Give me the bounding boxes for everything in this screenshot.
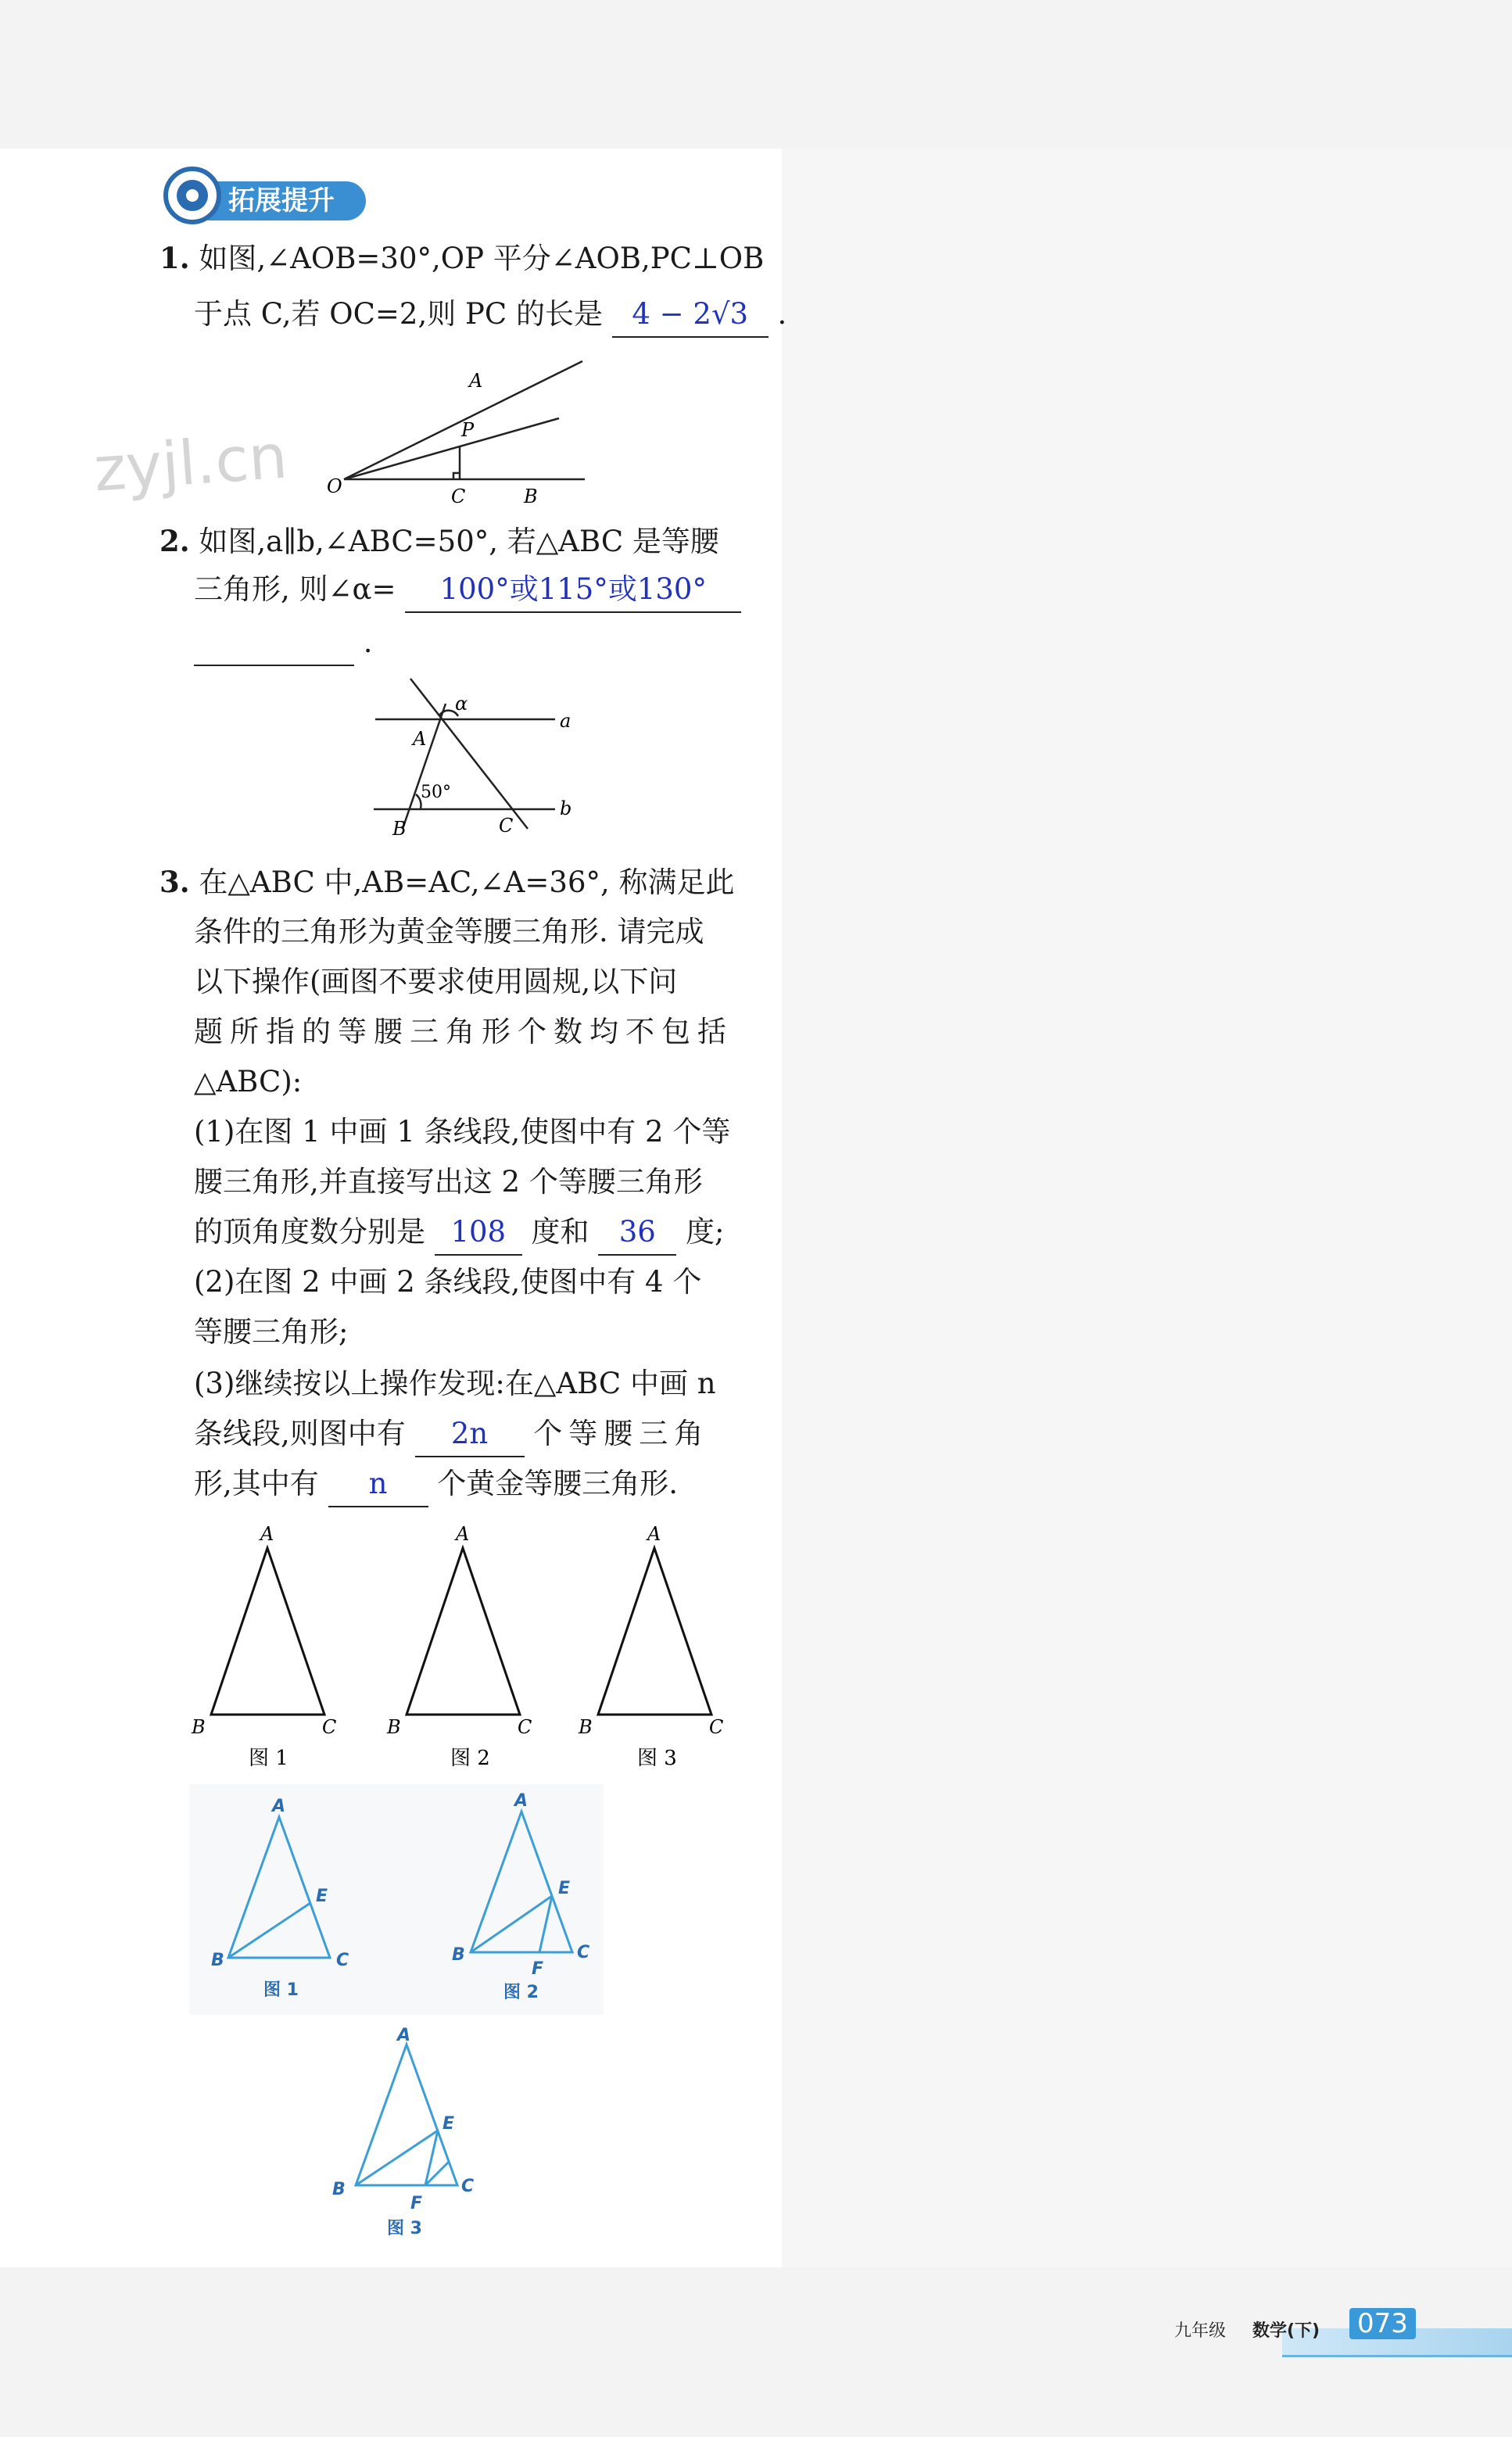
q2-answer: 100°或115°或130° bbox=[405, 568, 741, 613]
q2-label-a: a bbox=[560, 710, 571, 732]
q3-number: 3. bbox=[159, 865, 190, 899]
q3-part3-post2: 个黄金等腰三角形. bbox=[437, 1467, 679, 1500]
ans3-label-A: A bbox=[397, 2026, 411, 2045]
right-gray-panel bbox=[782, 149, 1512, 2275]
ans2-label-F: F bbox=[532, 1959, 544, 1979]
q2-text2: 三角形, 则∠α= bbox=[194, 572, 396, 606]
fig1-label-C: C bbox=[322, 1716, 337, 1738]
q1-figure bbox=[313, 352, 610, 516]
fig2-label-A: A bbox=[456, 1523, 470, 1545]
q3-part1-answer-line bbox=[194, 1207, 725, 1257]
q3-part1-text: 的顶角度数分别是 bbox=[194, 1215, 425, 1249]
ans1-caption: 图 1 bbox=[263, 1980, 299, 2000]
q1-line2 bbox=[194, 289, 786, 339]
q3-part1-mid: 度和 bbox=[531, 1215, 589, 1249]
q3-part3-line3 bbox=[194, 1459, 678, 1509]
q3-line1 bbox=[159, 857, 735, 908]
top-gray-band bbox=[0, 0, 1512, 149]
q3-answer-figure-3 bbox=[313, 2021, 516, 2248]
fig1-label-A: A bbox=[260, 1523, 274, 1545]
q1-label-O: O bbox=[327, 475, 342, 497]
q2-label-C: C bbox=[499, 815, 514, 837]
q1-label-P: P bbox=[461, 419, 475, 441]
ans2-label-E: E bbox=[558, 1879, 571, 1898]
fig3-label-B: B bbox=[579, 1716, 593, 1738]
q3-part1-post: 度; bbox=[686, 1215, 725, 1249]
q2-line2 bbox=[194, 564, 741, 615]
q3-figures bbox=[180, 1513, 758, 1779]
q2-text: 如图,a∥b,∠ABC=50°, 若△ABC 是等腰 bbox=[199, 525, 719, 558]
q3-line5: △ABC): bbox=[194, 1065, 303, 1098]
q3-line3: 以下操作(画图不要求使用圆规,以下问 bbox=[194, 965, 678, 998]
q3-answer-36: 36 bbox=[598, 1210, 676, 1256]
footer bbox=[1165, 2306, 1512, 2369]
fig3-caption: 图 3 bbox=[637, 1747, 677, 1770]
fig2-caption: 图 2 bbox=[450, 1747, 490, 1770]
q3-answer-108: 108 bbox=[435, 1210, 522, 1256]
q2-label-A: A bbox=[413, 728, 427, 750]
q3-part3-text2: 形,其中有 bbox=[194, 1467, 319, 1500]
q1-answer: 4 − 2√3 bbox=[612, 292, 769, 338]
q1-line1 bbox=[159, 233, 764, 284]
q3-answer-2n: 2n bbox=[415, 1412, 525, 1457]
q1-label-B: B bbox=[524, 486, 538, 507]
q1-period: . bbox=[777, 297, 787, 331]
q2-line3 bbox=[194, 618, 373, 668]
fig3-label-C: C bbox=[709, 1716, 724, 1738]
q3-part3-text: 条线段,则图中有 bbox=[194, 1417, 406, 1450]
ans1-label-A: A bbox=[272, 1797, 286, 1816]
q1-label-C: C bbox=[451, 486, 466, 507]
ans3-label-B: B bbox=[332, 2180, 346, 2199]
q2-figure bbox=[367, 672, 602, 852]
q2-line1 bbox=[159, 516, 719, 567]
q3-line2: 条件的三角形为黄金等腰三角形. 请完成 bbox=[194, 915, 704, 948]
q2-label-alpha: α bbox=[455, 693, 468, 715]
fig2-label-B: B bbox=[387, 1716, 401, 1738]
footer-subject: 数学(下) bbox=[1252, 2321, 1320, 2341]
ans3-label-E: E bbox=[442, 2114, 455, 2134]
q1-text2: 于点 C,若 OC=2,则 PC 的长是 bbox=[194, 297, 603, 331]
ans2-label-B: B bbox=[452, 1945, 465, 1965]
q1-text: 如图,∠AOB=30°,OP 平分∠AOB,PC⊥OB bbox=[199, 242, 765, 275]
ans3-label-C: C bbox=[461, 2177, 475, 2196]
q3-line6: (1)在图 1 中画 1 条线段,使图中有 2 个等 bbox=[194, 1115, 731, 1149]
ans3-label-F: F bbox=[410, 2194, 423, 2213]
page-number: 073 bbox=[1349, 2308, 1416, 2339]
ans2-label-C: C bbox=[577, 1943, 590, 1962]
q2-period: . bbox=[363, 625, 373, 659]
q2-label-b: b bbox=[560, 797, 572, 819]
q3-part2-line2: 等腰三角形; bbox=[194, 1315, 349, 1349]
q1-label-A: A bbox=[469, 370, 483, 392]
q3-line4: 题所指的等腰三角形个数均不包括 bbox=[194, 1015, 733, 1048]
ans3-caption: 图 3 bbox=[387, 2219, 422, 2238]
watermark: zyjl.cn bbox=[91, 421, 290, 506]
footer-grade: 九年级 bbox=[1174, 2321, 1227, 2341]
fig3-label-A: A bbox=[647, 1523, 661, 1545]
q2-number: 2. bbox=[159, 524, 190, 558]
q3-answer-figures bbox=[189, 1784, 604, 2015]
q3-part3-line2 bbox=[194, 1409, 709, 1459]
fig1-label-B: B bbox=[192, 1716, 206, 1738]
q3-part3-post: 个等腰三角 bbox=[533, 1417, 710, 1450]
section-header bbox=[159, 166, 371, 228]
q3-text-0: 在△ABC 中,AB=AC,∠A=36°, 称满足此 bbox=[199, 865, 735, 899]
q2-label-angle: 50° bbox=[421, 783, 451, 802]
ans1-label-E: E bbox=[316, 1887, 328, 1906]
fig2-label-C: C bbox=[518, 1716, 532, 1738]
ans2-caption: 图 2 bbox=[503, 1983, 539, 2002]
q2-label-B: B bbox=[392, 818, 407, 840]
q1-number: 1. bbox=[159, 241, 190, 275]
fig1-caption: 图 1 bbox=[249, 1747, 288, 1770]
ans1-label-B: B bbox=[211, 1951, 224, 1970]
q2-blank-continued bbox=[194, 621, 354, 666]
ans1-label-C: C bbox=[336, 1951, 349, 1970]
q3-part3-line1: (3)继续按以上操作发现:在△ABC 中画 n bbox=[194, 1367, 716, 1400]
section-title: 拓展提升 bbox=[228, 185, 335, 217]
q3-answer-n: n bbox=[328, 1462, 428, 1507]
footer-underline bbox=[1282, 2355, 1512, 2357]
ans2-label-A: A bbox=[514, 1791, 528, 1811]
q3-line7: 腰三角形,并直接写出这 2 个等腰三角形 bbox=[194, 1165, 703, 1199]
q3-part2-line1: (2)在图 2 中画 2 条线段,使图中有 4 个 bbox=[194, 1265, 702, 1299]
